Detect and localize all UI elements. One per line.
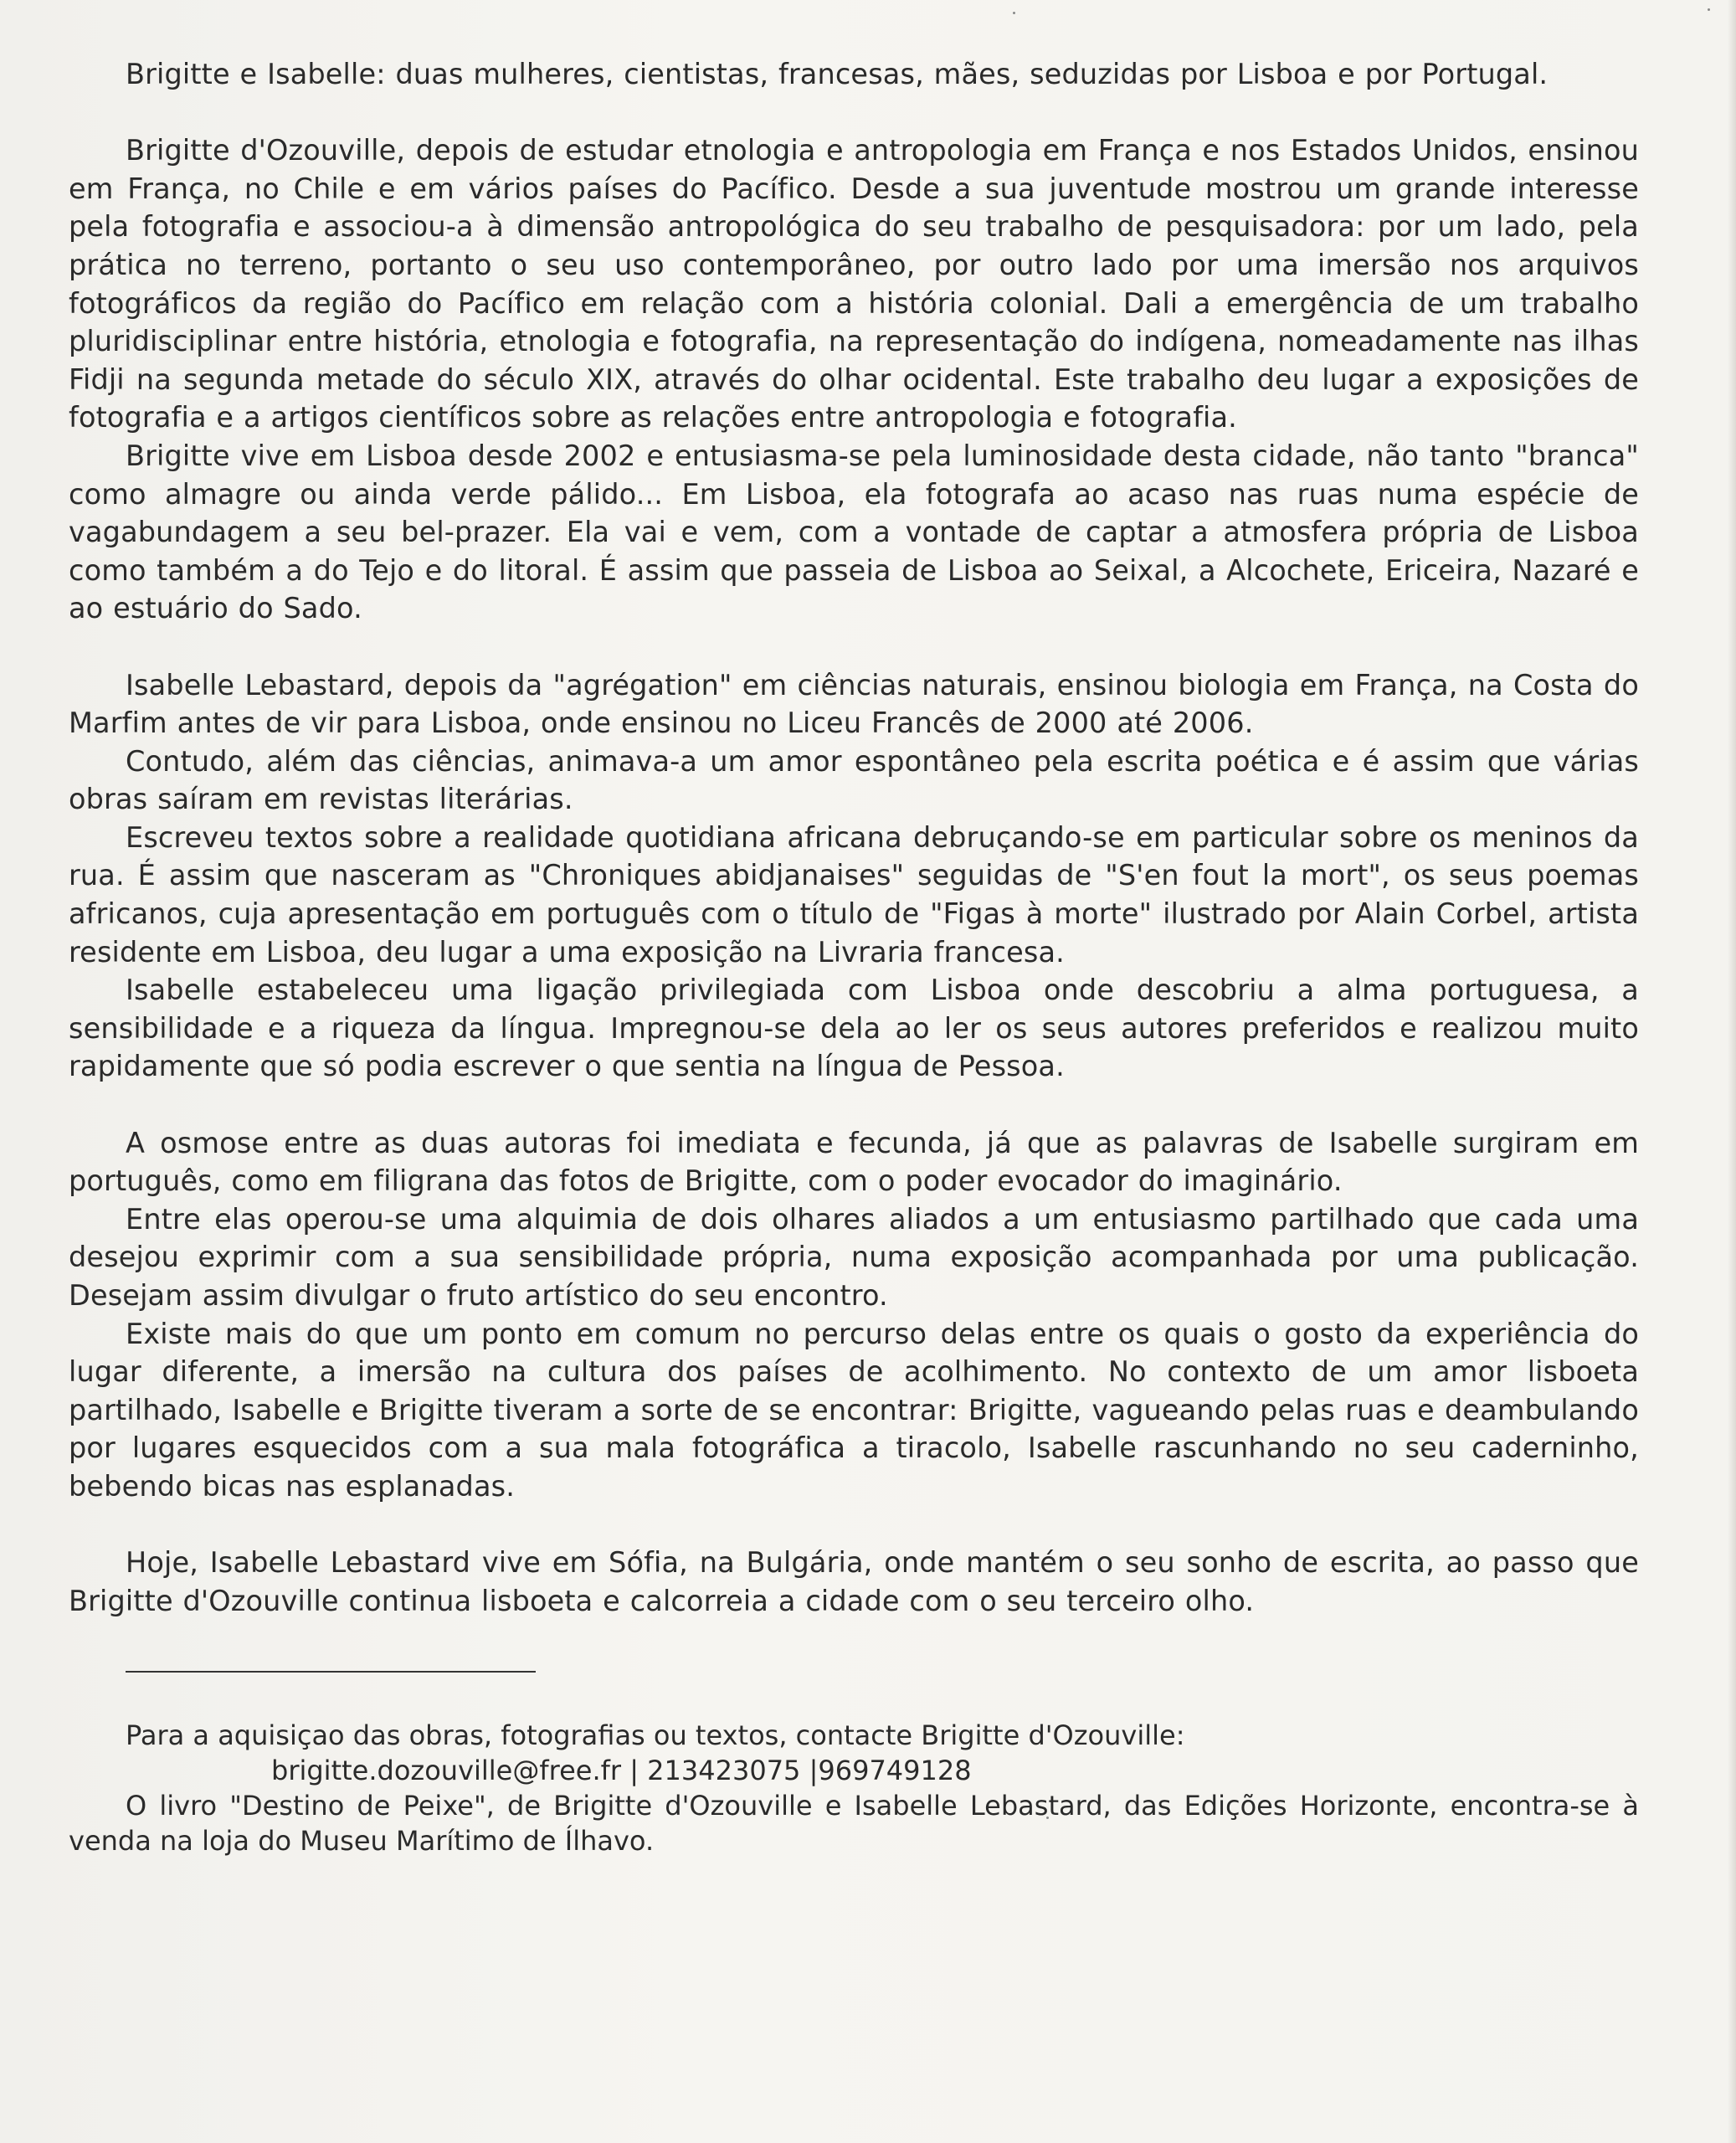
contact-details: brigitte.dozouville@free.fr | 213423075 |969749128 [271,1755,972,1787]
paragraph-isabelle-lisboa: Isabelle estabeleceu uma ligação privilegiada com Lisboa onde descobriu a alma portuguesa, a sensibilidade e a riqueza da língua. Impregnou-se dela ao ler os seus autores preferidos e realizou muito rapidamente que só podia escrever o que sentia na língua de Pessoa. [69,974,1639,1083]
paragraph-spacer [69,628,1639,666]
paragraph-hoje: Hoje, Isabelle Lebastard vive em Sófia, na Bulgária, onde mantém o seu sonho de escrita, ao passo que Brigitte d'Ozouville continua lisboeta e calcorreia a cidade com o seu terceiro olho. [69,1546,1639,1617]
document-body [69,55,1639,1858]
paragraph-isabelle-bio: Isabelle Lebastard, depois da "agrégation" em ciências naturais, ensinou biologia em França, na Costa do Marfim antes de vir para Lisboa, onde ensinou no Liceu Francês de 2000 até 2006. [69,668,1639,740]
scan-speck [1708,8,1710,11]
scan-speck [1013,12,1015,14]
paragraph-alquimia: Entre elas operou-se uma alquimia de dois olhares aliados a um entusiasmo partilhado que cada uma desejou exprimir com a sua sensibilidade própria, numa exposição acompanhada por uma publicação. Desejam assim divulgar o fruto artístico do seu encontro. [69,1202,1639,1312]
paragraph-percurso: Existe mais do que um ponto em comum no percurso delas entre os quais o gosto da experiência do lugar diferente, a imersão na cultura dos países de acolhimento. No contexto de um amor lisboeta partilhado, Isabelle e Brigitte tiveram a sorte de se encontrar: Brigitte, vagueando pelas ruas e deambulando por lugares esquecidos com a sua mala fotográfica a tiracolo, Isabelle rascunhando no seu caderninho, bebendo bicas nas esplanadas. [69,1317,1639,1503]
paragraph-intro: Brigitte e Isabelle: duas mulheres, cientistas, francesas, mães, seduzidas por Lisboa e por Portugal. [126,58,1549,90]
paragraph-spacer [69,1086,1639,1124]
paragraph-spacer [69,1506,1639,1544]
paragraph-spacer [69,94,1639,132]
acquisition-note: Para a aquisiçao das obras, fotografias ou textos, contacte Brigitte d'Ozouville: [126,1719,1185,1752]
page-edge-shadow [1728,0,1736,2143]
paragraph-brigitte-bio: Brigitte d'Ozouville, depois de estudar etnologia e antropologia em França e nos Estados Unidos, ensinou em França, no Chile e em vários países do Pacífico. Desde a sua juventude mostrou um grande interesse pela fotografia e associou-a à dimensão antropológica do seu trabalho de pesquisadora: por um lado, pela prática no terreno, portanto o seu uso contemporâneo, por outro lado por uma imersão nos arquivos fotográficos da região do Pacífico em relação com a história colonial. Dali a emergência de um trabalho pluridisciplinar entre história, etnologia e fotografia, na representação do indígena, nomeadamente nas ilhas Fidji na segunda metade do século XIX, através do olhar ocidental. Este trabalho deu lugar a exposições de fotografia e a artigos científicos sobre as relações entre antropologia e fotografia. [69,134,1639,434]
paragraph-brigitte-lisboa: Brigitte vive em Lisboa desde 2002 e entusiasma-se pela luminosidade desta cidade, não tanto "branca" como almagre ou ainda verde pálido... Em Lisboa, ela fotografa ao acaso nas ruas numa espécie de vagabundagem a seu bel-prazer. Ela vai e vem, com a vontade de captar a atmosfera própria de Lisboa como também a do Tejo e do litoral. É assim que passeia de Lisboa ao Seixal, a Alcochete, Ericeira, Nazaré e ao estuário do Sado. [69,439,1639,625]
paragraph-isabelle-texts: Escreveu textos sobre a realidade quotidiana africana debruçando-se em particular sobre os meninos da rua. É assim que nasceram as "Chroniques abidjanaises" seguidas de "S'en fout la mort", os seus poemas africanos, cuja apresentação em português com o título de "Figas à morte" ilustrado por Alain Corbel, artista residente em Lisboa, deu lugar a uma exposição na Livraria francesa. [69,820,1639,969]
paragraph-osmose: A osmose entre as duas autoras foi imediata e fecunda, já que as palavras de Isabelle surgiram em português, como em filigrana das fotos de Brigitte, com o poder evocador do imaginário. [69,1126,1639,1198]
footnote-rule [126,1671,536,1673]
paragraph-isabelle-poetry: Contudo, além das ciências, animava-a um amor espontâneo pela escrita poética e é assim que várias obras saíram em revistas literárias. [69,744,1639,816]
footer-notes [69,1718,1639,1858]
book-note: O livro "Destino de Peixe", de Brigitte d'Ozouville e Isabelle Lebastard, das Edições Horizonte, encontra-se à venda na loja do Museu Marítimo de Ílhavo. [69,1790,1639,1858]
